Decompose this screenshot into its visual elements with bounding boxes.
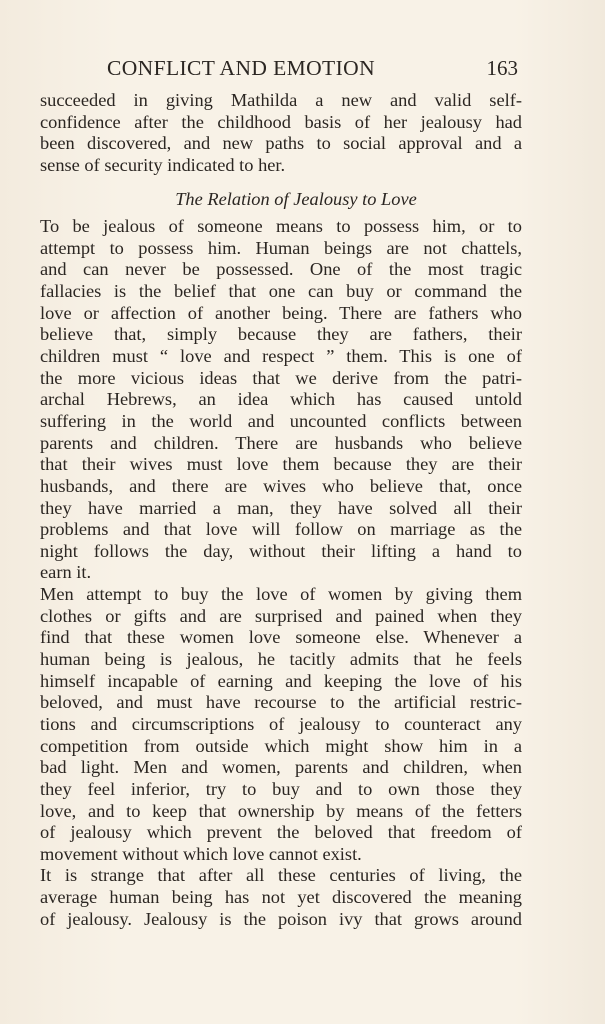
page-number: 163	[486, 56, 518, 80]
text-line: children must “ love and respect ” them. This is one of	[40, 346, 522, 367]
running-head: CONFLICT AND EMOTION	[107, 56, 375, 80]
text-line: Men attempt to buy the love of women by giving them	[40, 584, 522, 605]
text-line: and can never be possessed. One of the most tragic	[40, 259, 522, 280]
page-body	[40, 90, 522, 930]
text-line: human being is jealous, he tacitly admits that he feels	[40, 649, 522, 670]
text-line: they feel inferior, try to buy and to own those they	[40, 778, 522, 799]
text-line: parents and children. There are husbands who believe	[40, 432, 522, 453]
text-line: problems and that love will follow on marriage as the	[40, 519, 522, 540]
text-line: clothes or gifts and are surprised and pained when they	[40, 605, 522, 626]
text-line: that their wives must love them because they are their	[40, 454, 522, 475]
paragraph	[40, 584, 522, 865]
paragraph	[40, 216, 522, 584]
text-line: suffering in the world and uncounted conflicts between	[40, 410, 522, 431]
text-line: competition from outside which might show him in a	[40, 735, 522, 756]
paragraph	[40, 865, 522, 930]
text-line: earn it.	[40, 562, 92, 583]
text-line: It is strange that after all these centuries of living, the	[40, 865, 522, 886]
text-line: love or affection of another being. There are fathers who	[40, 302, 522, 323]
text-line: confidence after the childhood basis of her jealousy had	[40, 111, 522, 132]
text-line: average human being has not yet discovered the meaning	[40, 887, 522, 908]
text-line: of jealousy. Jealousy is the poison ivy that grows around	[40, 908, 522, 929]
text-line: night follows the day, without their lifting a hand to	[40, 540, 522, 561]
page-header	[40, 56, 518, 82]
text-line: beloved, and must have recourse to the artificial restric-	[40, 692, 522, 713]
text-line: himself incapable of earning and keeping the love of his	[40, 670, 522, 691]
section-heading: The Relation of Jealousy to Love	[175, 188, 417, 209]
text-line: fallacies is the belief that one can buy or command the	[40, 281, 522, 302]
paragraph	[40, 90, 522, 177]
text-line: the more vicious ideas that we derive from the patri-	[40, 367, 522, 388]
text-line: find that these women love someone else. Whenever a	[40, 627, 522, 648]
text-line: archal Hebrews, an idea which has caused untold	[40, 389, 522, 410]
text-line: sense of security indicated to her.	[40, 154, 286, 175]
text-line: movement without which love cannot exist.	[40, 843, 362, 864]
text-line: tions and circumscriptions of jealousy to counteract any	[40, 713, 522, 734]
text-line: been discovered, and new paths to social approval and a	[40, 133, 522, 154]
text-line: love, and to keep that ownership by means of the fetters	[40, 800, 522, 821]
text-line: bad light. Men and women, parents and children, when	[40, 757, 522, 778]
text-line: To be jealous of someone means to possess him, or to	[40, 216, 522, 237]
text-line: attempt to possess him. Human beings are not chattels,	[40, 237, 522, 258]
text-line: of jealousy which prevent the beloved that freedom of	[40, 822, 522, 843]
text-line: husbands, and there are wives who believe that, once	[40, 475, 522, 496]
text-line: succeeded in giving Mathilda a new and valid self-	[40, 90, 522, 110]
text-line: they have married a man, they have solved all their	[40, 497, 522, 518]
text-line: believe that, simply because they are fathers, their	[40, 324, 522, 345]
